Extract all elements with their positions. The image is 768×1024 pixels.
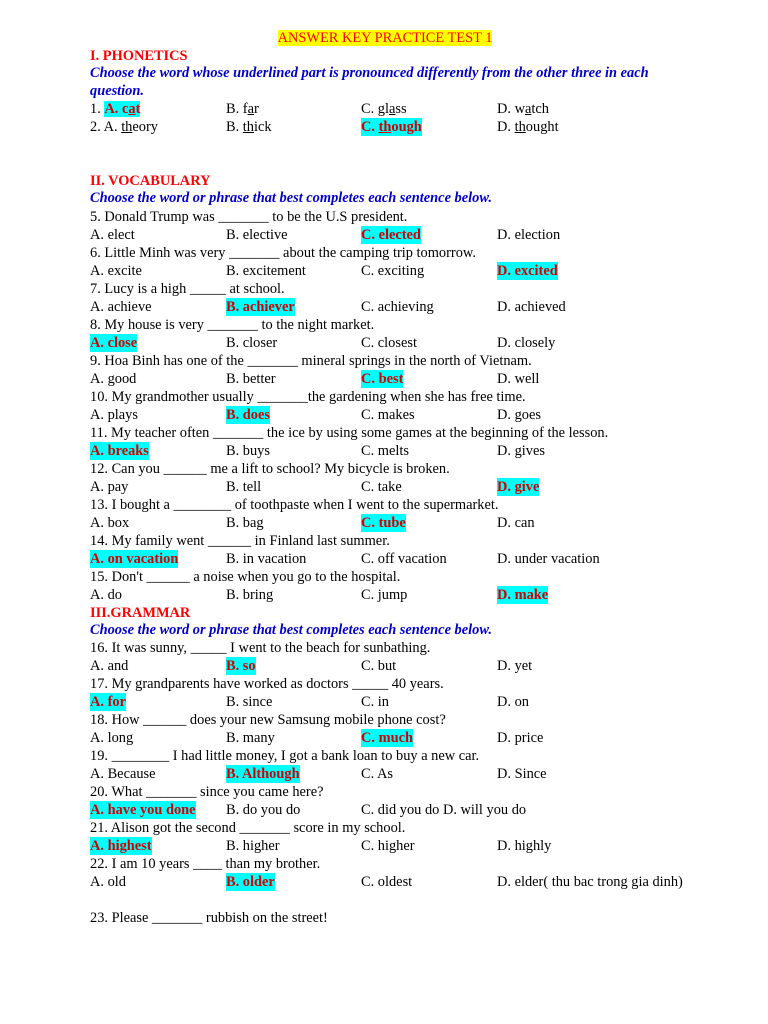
option-d: D. under vacation	[497, 550, 600, 567]
answer-option: D. make	[497, 586, 549, 603]
q2-option-b: B. thick	[226, 119, 272, 135]
answer-option: B. older	[226, 874, 275, 890]
option-b: B. elective	[226, 226, 288, 243]
option-a: A. achieve	[90, 298, 152, 315]
option-c: C. closest	[361, 334, 417, 351]
option-a: A. and	[90, 658, 129, 674]
answer-option: B. achiever	[226, 298, 295, 315]
option-c: C. take	[361, 478, 402, 495]
question-21: 21. Alison got the second _______ score in my school.	[90, 820, 406, 836]
question-13: 13. I bought a ________ of toothpaste when I went to the supermarket.	[90, 496, 499, 513]
question-22: 22. I am 10 years ____ than my brother.	[90, 856, 321, 872]
question-10: 10. My grandmother usually _______the gardening when she has free time.	[90, 388, 526, 405]
option-a: A. long	[90, 730, 134, 746]
answer-option: B. does	[226, 406, 270, 423]
answer-option: C. much	[361, 730, 413, 746]
question-17-options	[90, 693, 690, 711]
answer-option: C. best	[361, 370, 404, 387]
option-b: B. buys	[226, 442, 270, 459]
question-2-options	[90, 118, 690, 136]
option-d: D. gives	[497, 442, 545, 459]
option-a: A. elect	[90, 226, 135, 243]
question-1-options	[90, 100, 690, 118]
option-b: B. many	[226, 730, 275, 746]
option-a: A. box	[90, 514, 130, 531]
option-d: D. goes	[497, 406, 541, 423]
question-22-options	[90, 873, 690, 909]
option-b: B. better	[226, 370, 276, 387]
option-c: C. melts	[361, 442, 409, 459]
option-d: D. elder( thu bac trong gia dinh)	[497, 874, 683, 890]
question-7: 7. Lucy is a high _____ at school.	[90, 280, 285, 297]
question-6: 6. Little Minh was very _______ about the camping trip tomorrow.	[90, 244, 476, 261]
option-c: C. but	[361, 658, 397, 674]
option-b: B. higher	[226, 838, 280, 854]
option-c: C. in	[361, 694, 389, 710]
question-11-options	[90, 442, 690, 460]
option-c: C. achieving	[361, 298, 434, 315]
question-20-options	[90, 801, 690, 819]
question-6-options	[90, 262, 690, 280]
question-13-options	[90, 514, 690, 532]
option-b: B. bring	[226, 586, 274, 603]
option-a: A. do	[90, 586, 122, 603]
question-16-options	[90, 657, 690, 675]
answer-option: A. breaks	[90, 442, 149, 459]
question-9: 9. Hoa Binh has one of the _______ mineral springs in the north of Vietnam.	[90, 352, 532, 369]
document-title: ANSWER KEY PRACTICE TEST 1	[277, 30, 493, 46]
question-20: 20. What _______ since you came here?	[90, 784, 324, 800]
option-b: B. bag	[226, 514, 264, 531]
question-23: 23. Please _______ rubbish on the street!	[90, 910, 328, 926]
question-12-options	[90, 478, 690, 496]
option-d: D. well	[497, 370, 540, 387]
q1-option-b: B. far	[226, 101, 259, 117]
question-10-options	[90, 406, 690, 424]
option-b: B. excitement	[226, 262, 306, 279]
option-b: B. since	[226, 694, 273, 710]
option-a: A. pay	[90, 478, 129, 495]
question-18-options	[90, 729, 690, 747]
answer-option: A. highest	[90, 838, 152, 854]
option-a: A. excite	[90, 262, 142, 279]
question-11: 11. My teacher often _______ the ice by using some games at the beginning of the lesson.	[90, 424, 609, 441]
q1-answer: 1. A. cat	[90, 101, 141, 117]
option-a: A. Because	[90, 766, 156, 782]
option-b: B. closer	[226, 334, 278, 351]
answer-option: D. give	[497, 478, 540, 495]
q2-option-a: 2. A. theory	[90, 119, 158, 135]
q2-answer: C. though	[361, 119, 422, 135]
option-d: D. yet	[497, 658, 533, 674]
answer-option: A. have you done	[90, 802, 196, 818]
q1-option-d: D. watch	[497, 101, 549, 117]
answer-option: B. so	[226, 658, 256, 674]
option-d: D. can	[497, 514, 535, 531]
option-c-d: C. did you do D. will you do	[361, 802, 527, 818]
option-d: D. Since	[497, 766, 547, 782]
question-8: 8. My house is very _______ to the night market.	[90, 316, 375, 333]
answer-option: A. for	[90, 694, 126, 710]
option-b: B. do you do	[226, 802, 301, 818]
option-c: C. higher	[361, 838, 415, 854]
question-14: 14. My family went ______ in Finland last summer.	[90, 532, 390, 549]
option-d: D. on	[497, 694, 529, 710]
question-7-options	[90, 298, 690, 316]
grammar-instruction: Choose the word or phrase that best completes each sentence below.	[90, 621, 492, 638]
option-a: A. old	[90, 874, 126, 890]
option-a: A. plays	[90, 406, 138, 423]
answer-option: A. close	[90, 334, 138, 351]
answer-key-document	[90, 29, 690, 927]
option-c: C. As	[361, 766, 393, 782]
section-heading-phonetics: I. PHONETICS	[90, 48, 188, 64]
question-5: 5. Donald Trump was _______ to be the U.S president.	[90, 208, 408, 225]
option-d: D. price	[497, 730, 544, 746]
option-d: D. closely	[497, 334, 556, 351]
option-c: C. off vacation	[361, 550, 447, 567]
question-8-options	[90, 334, 690, 352]
answer-option: B. Although	[226, 766, 300, 782]
option-c: C. jump	[361, 586, 408, 603]
option-d: D. highly	[497, 838, 552, 854]
question-19-options	[90, 765, 690, 783]
answer-option: A. on vacation	[90, 550, 179, 567]
option-c: C. oldest	[361, 874, 413, 890]
q1-option-c: C. glass	[361, 101, 407, 117]
question-14-options	[90, 550, 690, 568]
option-d: D. achieved	[497, 298, 566, 315]
question-17: 17. My grandparents have worked as doctors _____ 40 years.	[90, 676, 444, 692]
question-5-options	[90, 226, 690, 244]
option-b: B. in vacation	[226, 550, 307, 567]
option-c: C. exciting	[361, 262, 425, 279]
question-16: 16. It was sunny, _____ I went to the beach for sunbathing.	[90, 640, 431, 656]
option-b: B. tell	[226, 478, 262, 495]
answer-option: C. elected	[361, 226, 421, 243]
question-15-options	[90, 586, 690, 604]
q2-option-d: D. thought	[497, 119, 559, 135]
question-9-options	[90, 370, 690, 388]
section-heading-grammar: III.GRAMMAR	[90, 604, 191, 621]
question-18: 18. How ______ does your new Samsung mobile phone cost?	[90, 712, 446, 728]
question-19: 19. ________ I had little money, I got a bank loan to buy a new car.	[90, 748, 480, 764]
option-a: A. good	[90, 370, 137, 387]
section-heading-vocabulary: II. VOCABULARY	[90, 173, 211, 189]
question-12: 12. Can you ______ me a lift to school? My bicycle is broken.	[90, 460, 450, 477]
phonetics-instruction: Choose the word whose underlined part is pronounced differently from the other three in each question.	[90, 65, 649, 99]
question-21-options	[90, 837, 690, 855]
option-d: D. election	[497, 226, 561, 243]
answer-option: D. excited	[497, 262, 558, 279]
option-c: C. makes	[361, 406, 415, 423]
vocabulary-instruction: Choose the word or phrase that best completes each sentence below.	[90, 190, 492, 206]
question-15: 15. Don't ______ a noise when you go to the hospital.	[90, 568, 401, 585]
answer-option: C. tube	[361, 514, 406, 531]
